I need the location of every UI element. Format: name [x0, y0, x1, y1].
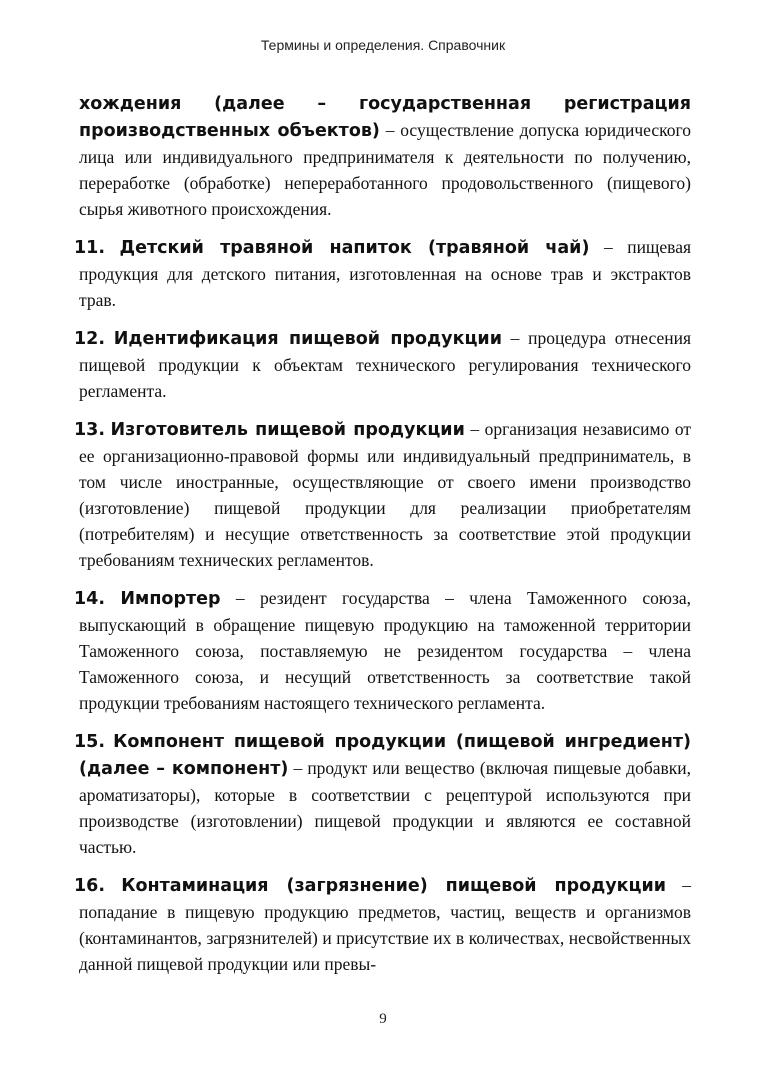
- entry-definition: пищевая продукция для детского питания, изготовленная на основе трав и экстрактов трав.: [79, 237, 692, 310]
- entry-term: Компонент пищевой продукции (пищевой ингредиент) (далее – компонент): [79, 732, 691, 779]
- entry-number: 15.: [74, 732, 106, 752]
- entry-definition: попадание в пищевую продукцию предметов, частиц, веществ и организмов (контаминантов, загрязнителей) и присутствие их в количествах, несвойственных данной пищевой продукции или превы-: [79, 902, 691, 974]
- entry-definition: организация независимо от ее организационно-правовой формы или индивидуальный предприниматель, в том числе иностранные, осуществляющие от своего имени производство (изготовление) пищевой продукции для реализации приобретателям (потребителям) и несущие ответственность за соответствие этой продукции требованиям технических регламентов.: [79, 419, 692, 570]
- glossary-entry-11: 11. Детский травяной напиток (травяной чай) – пищевая продукция для детского питания, изготовленная на основе трав и экстрактов трав.: [74, 237, 692, 310]
- glossary-entry-13: 13. Изготовитель пищевой продукции – организация независимо от ее организационно-правовой формы или индивидуальный предприниматель, в том числе иностранные, осуществляющие от своего имени производство (изготовление) пищевой продукции для реализации приобретателям (потребителям) и несущие ответственность за соответствие этой продукции требованиям технических регламентов.: [74, 419, 692, 570]
- page-number: 9: [379, 1011, 387, 1027]
- glossary-entry-12: 12. Идентификация пищевой продукции – процедура отнесения пищевой продукции к объектам технического регулирования технического регламента.: [74, 328, 692, 401]
- entry-term: Идентификация пищевой продукции: [113, 329, 502, 349]
- continued-entry: хождения (далее – государственная регистрация производственных объектов) – осуществление допуска юридического лица или индивидуального предпринимателя к деятельности по получению, переработке (обработке) непереработанного продовольственного (пищевого) сырья животного происхождения.: [79, 94, 692, 219]
- entry-number: 12.: [74, 329, 106, 349]
- entry-term: Импортер: [120, 589, 221, 609]
- entry-definition: процедура отнесения пищевой продукции к объектам технического регулирования технического регламента.: [79, 328, 692, 401]
- glossary-entry-16: 16. Контаминация (загрязнение) пищевой продукции – попадание в пищевую продукцию предметов, частиц, веществ и организмов (контаминантов, загрязнителей) и присутствие их в количествах, несвойственных данной пищевой продукции или превы-: [74, 875, 692, 974]
- entry-definition: резидент государства – члена Таможенного союза, выпускающий в обращение пищевую продукцию на таможенной территории Таможенного союза, поставляемую не резидентом государства – члена Таможенного союза, и несущий ответственность за соответствие такой продукции требованиям настоящего технического регламента.: [79, 588, 692, 713]
- entry-number: 13.: [74, 420, 106, 440]
- entry-number: 14.: [74, 589, 106, 609]
- glossary-entry-15: 15. Компонент пищевой продукции (пищевой ингредиент) (далее – компонент) – продукт или вещество (включая пищевые добавки, ароматизаторы), которые в соответствии с рецептурой используются при производстве (изготовлении) пищевой продукции и являются ее составной частью.: [74, 732, 692, 857]
- page-content: [74, 90, 692, 989]
- entry-definition: продукт или вещество (включая пищевые добавки, ароматизаторы), которые в соответствии с рецептурой используются при производстве (изготовлении) пищевой продукции и являются ее составной частью.: [79, 758, 692, 857]
- entry-term: Изготовитель пищевой продукции: [110, 420, 465, 440]
- entry-definition: осуществление допуска юридического лица или индивидуального предпринимателя к деятельности по получению, переработке (обработке) непереработанного продовольственного (пищевого) сырья животного происхождения.: [79, 120, 692, 219]
- entry-term: Контаминация (загрязнение) пищевой продукции: [121, 876, 667, 896]
- entry-term: хождения (далее – государственная регистрация производственных объектов): [79, 94, 691, 141]
- entry-number: 11.: [74, 238, 106, 258]
- glossary-entry-14: 14. Импортер – резидент государства – члена Таможенного союза, выпускающий в обращение пищевую продукцию на таможенной территории Таможенного союза, поставляемую не резидентом государства – члена Таможенного союза, и несущий ответственность за соответствие такой продукции требованиям настоящего технического регламента.: [74, 588, 692, 713]
- entry-number: 16.: [74, 876, 106, 896]
- entry-term: Детский травяной напиток (травяной чай): [119, 238, 590, 258]
- running-header: Термины и определения. Справочник: [260, 37, 506, 53]
